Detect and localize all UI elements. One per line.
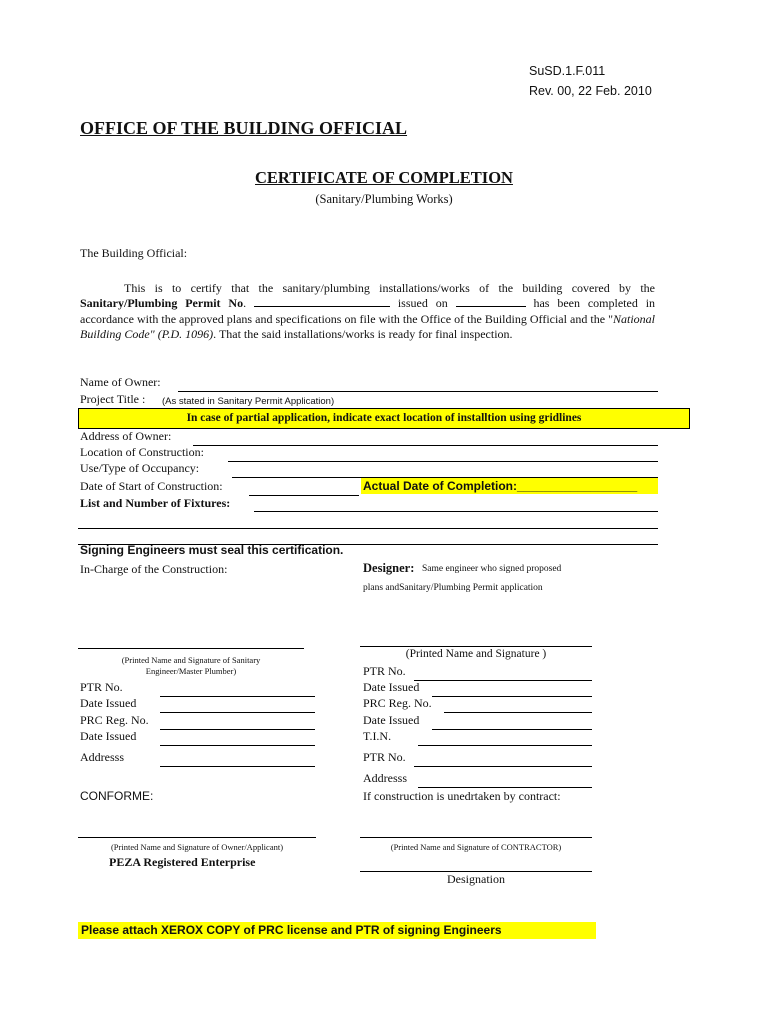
left-date-issued-field[interactable]	[160, 712, 315, 713]
attach-note: Please attach XEROX COPY of PRC license and PTR of signing Engineers	[78, 922, 596, 939]
office-heading: OFFICE OF THE BUILDING OFFICIAL	[80, 118, 408, 138]
left-ptr-field[interactable]	[160, 696, 315, 697]
sanitary-engineer-signature-line[interactable]	[78, 648, 304, 649]
start-date-label: Date of Start of Construction:	[80, 479, 223, 493]
left-date-issued-2-field[interactable]	[160, 745, 315, 746]
contractor-signature-caption: (Printed Name and Signature of CONTRACTOR)	[390, 842, 562, 852]
contract-note: If construction is unedrtaken by contract:	[363, 789, 561, 803]
designation-label: Designation	[447, 872, 505, 886]
right-address-field[interactable]	[418, 787, 592, 788]
conforme-label: CONFORME:	[80, 789, 154, 803]
owner-signature-line[interactable]	[78, 837, 316, 838]
designer-note-2: plans andSanitary/Plumbing Permit application	[363, 583, 543, 593]
left-address-label: Addresss	[80, 750, 124, 764]
right-address-label: Addresss	[363, 771, 407, 785]
owner-label: Name of Owner:	[80, 375, 161, 389]
right-date-issued-2-field[interactable]	[432, 729, 592, 730]
location-field[interactable]	[228, 461, 658, 462]
salutation: The Building Official:	[80, 246, 188, 260]
right-ptr-2-label: PTR No.	[363, 750, 406, 764]
right-date-issued-label: Date Issued	[363, 680, 420, 694]
start-date-field[interactable]	[249, 495, 359, 496]
form-code: SuSD.1.F.011	[529, 64, 606, 78]
permit-number-blank[interactable]	[254, 296, 390, 307]
left-prc-label: PRC Reg. No.	[80, 713, 149, 727]
fixtures-field-2[interactable]	[78, 528, 658, 529]
left-prc-field[interactable]	[160, 729, 315, 730]
right-date-issued-2-label: Date Issued	[363, 713, 420, 727]
owner-field[interactable]	[178, 391, 658, 392]
certificate-subtitle: (Sanitary/Plumbing Works)	[315, 192, 453, 206]
code-name: National Building Code" (P.D. 1096)	[80, 311, 655, 341]
use-type-label: Use/Type of Occupancy:	[80, 461, 200, 475]
fixtures-label: List and Number of Fixtures:	[80, 496, 231, 510]
revision-date: Rev. 00, 22 Feb. 2010	[529, 84, 652, 98]
sanitary-engineer-signature-caption-2: Engineer/Master Plumber)	[145, 666, 237, 676]
right-tin-field[interactable]	[418, 745, 592, 746]
permit-label: Sanitary/Plumbing Permit No	[80, 296, 244, 311]
designer-signature-line[interactable]	[360, 646, 592, 647]
right-ptr-label: PTR No.	[363, 664, 406, 678]
actual-completion-label[interactable]: Actual Date of Completion:__________________	[361, 478, 658, 494]
certification-paragraph: This is to certify that the sanitary/plumbing installations/works of the building covered by the Sanitary/Plumbing Permit No. issued on has been completed in accordance with the approved plans and specifications on file with the Office of the Building Official and the "National Building Code" (P.D. 1096). That the said installations/works is ready for final inspection.	[80, 281, 656, 341]
fixtures-field-1[interactable]	[254, 511, 658, 512]
peza-label: PEZA Registered Enterprise	[109, 855, 256, 869]
right-ptr-field[interactable]	[414, 680, 592, 681]
left-date-issued-label: Date Issued	[80, 696, 137, 710]
project-title-note: (As stated in Sanitary Permit Application)	[162, 396, 335, 407]
right-ptr-2-field[interactable]	[414, 766, 592, 767]
seal-note: Signing Engineers must seal this certification.	[80, 543, 344, 557]
in-charge-label: In-Charge of the Construction:	[80, 562, 228, 576]
contractor-signature-line[interactable]	[360, 837, 592, 838]
owner-address-field[interactable]	[193, 445, 658, 446]
right-prc-field[interactable]	[444, 712, 592, 713]
left-ptr-label: PTR No.	[80, 680, 123, 694]
project-title-label: Project Title :	[80, 392, 146, 406]
right-tin-label: T.I.N.	[363, 729, 392, 743]
right-prc-label: PRC Reg. No.	[363, 696, 432, 710]
designer-note-1: Same engineer who signed proposed	[422, 564, 562, 574]
designer-signature-caption: (Printed Name and Signature )	[405, 648, 547, 660]
certificate-title: CERTIFICATE OF COMPLETION	[255, 168, 513, 187]
left-address-field[interactable]	[160, 766, 315, 767]
location-label: Location of Construction:	[80, 445, 204, 459]
owner-address-label: Address of Owner:	[80, 429, 172, 443]
right-date-issued-field[interactable]	[432, 696, 592, 697]
sanitary-engineer-signature-caption-1: (Printed Name and Signature of Sanitary	[121, 655, 261, 665]
owner-signature-caption: (Printed Name and Signature of Owner/Applicant)	[110, 842, 284, 852]
left-date-issued-2-label: Date Issued	[80, 729, 137, 743]
partial-application-note: In case of partial application, indicate exact location of installtion using gridlines	[78, 408, 690, 429]
designer-label: Designer:	[363, 561, 415, 575]
issued-date-blank[interactable]	[456, 296, 526, 307]
